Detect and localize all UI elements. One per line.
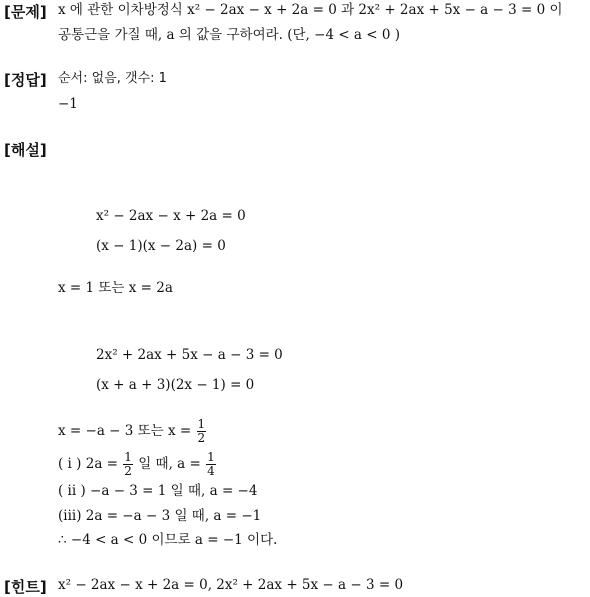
- section-label-problem: [문제]: [4, 3, 47, 21]
- case-2: ( ii ) −a − 3 = 1 일 때, a = −4: [58, 483, 258, 499]
- case-1: [58, 447, 217, 481]
- fraction-numerator: 1: [124, 450, 132, 464]
- fraction-one-half: [197, 418, 207, 445]
- answer-line-1: 순서: 없음, 갯수: 1: [58, 71, 167, 86]
- fraction-one-half: [123, 451, 133, 478]
- case-3: (iii) 2a = −a − 3 일 때, a = −1: [58, 508, 262, 524]
- fraction-denominator: 2: [197, 431, 206, 445]
- roots-2-prefix: x = −a − 3 또는 x =: [58, 423, 196, 439]
- section-label-solution: [해설]: [4, 141, 47, 159]
- case-1-mid: 일 때, a =: [133, 456, 206, 472]
- equation-1: x² − 2ax − x + 2a = 0: [96, 208, 246, 224]
- conclusion: ∴ −4 < a < 0 이므로 a = −1 이다.: [58, 532, 278, 548]
- section-label-answer: [정답]: [4, 71, 47, 89]
- hint-line: x² − 2ax − x + 2a = 0, 2x² + 2ax + 5x − a − 3 = 0: [58, 577, 404, 593]
- fraction-numerator: 1: [197, 417, 206, 431]
- roots-2: [58, 414, 207, 448]
- fraction-numerator: 1: [207, 450, 215, 464]
- equation-2-factored: (x + a + 3)(2x − 1) = 0: [96, 377, 255, 393]
- fraction-one-quarter: [206, 451, 216, 478]
- problem-line-2: 공통근을 가질 때, a 의 값을 구하여라. (단, −4 < a < 0 ): [58, 27, 401, 43]
- fraction-denominator: 4: [207, 464, 215, 478]
- section-label-hint: [힌트]: [4, 578, 47, 596]
- fraction-denominator: 2: [124, 464, 132, 478]
- equation-1-factored: (x − 1)(x − 2a) = 0: [96, 238, 226, 254]
- roots-1: x = 1 또는 x = 2a: [58, 280, 173, 296]
- problem-line-1: x 에 관한 이차방정식 x² − 2ax − x + 2a = 0 과 2x² + 2ax + 5x − a − 3 = 0 이: [58, 2, 563, 18]
- answer-value: −1: [58, 96, 78, 112]
- case-1-prefix: ( i ) 2a =: [58, 456, 123, 472]
- equation-2: 2x² + 2ax + 5x − a − 3 = 0: [96, 347, 283, 363]
